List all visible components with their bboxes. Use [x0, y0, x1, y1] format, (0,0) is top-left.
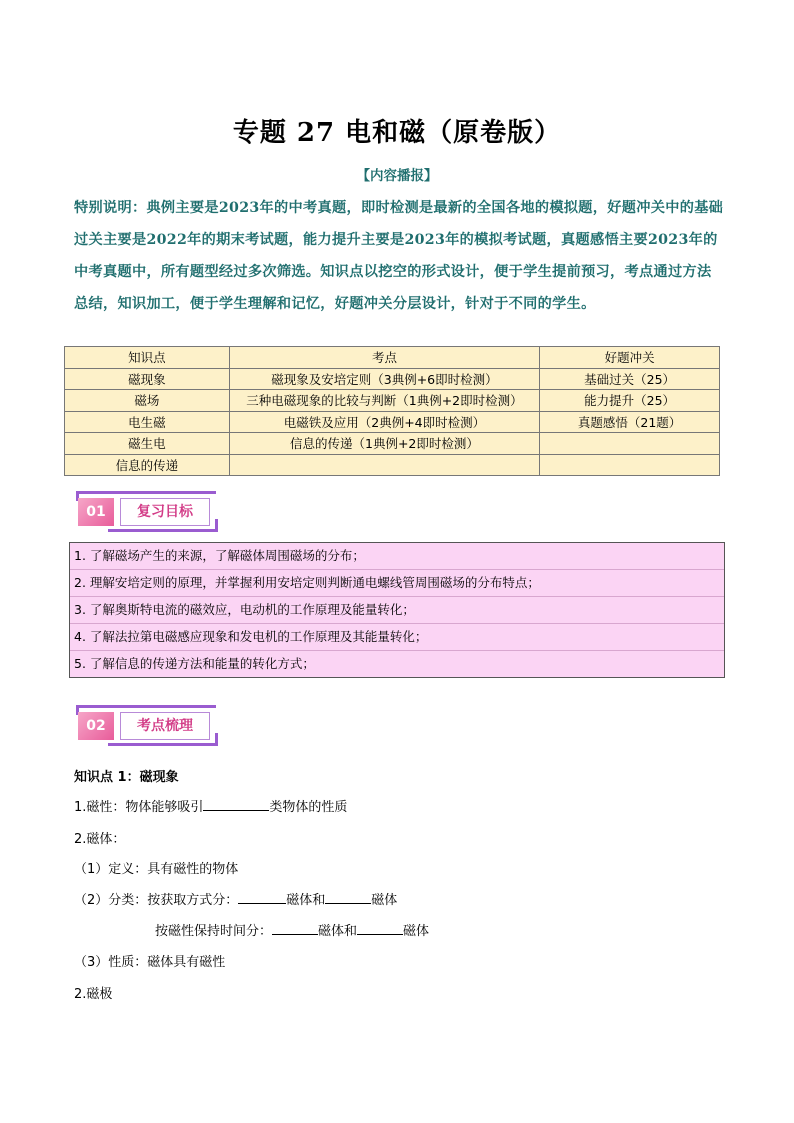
- table-row: [65, 368, 720, 390]
- table-cell: 基础过关（25）: [540, 368, 720, 390]
- table-cell: [229, 454, 539, 476]
- table-row: [65, 411, 720, 433]
- review-goals-box: [69, 542, 725, 678]
- text-segment: 磁体和: [318, 924, 358, 939]
- fill-blank: [357, 921, 403, 935]
- table-cell: [540, 433, 720, 455]
- table-cell: 能力提升（25）: [540, 390, 720, 412]
- fill-blank: [238, 890, 286, 904]
- section-badge-review-goals: [70, 491, 218, 533]
- classification-duration-line: [155, 920, 429, 939]
- overview-table: [64, 346, 720, 476]
- table-cell: 信息的传递: [65, 454, 230, 476]
- table-cell: 真题感悟（21题）: [540, 411, 720, 433]
- magnetic-pole-heading: 2.磁极: [74, 987, 113, 1002]
- table-row: [65, 433, 720, 455]
- page-title: 专题 27 电和磁（原卷版）: [232, 118, 562, 148]
- section-badge-exam-points: [70, 705, 218, 747]
- table-cell: 磁生电: [65, 433, 230, 455]
- classification-line: [74, 889, 397, 908]
- list-item: 3. 了解奥斯特电流的磁效应，电动机的工作原理及能量转化；: [70, 597, 724, 624]
- knowledge-point-heading: 知识点 1：磁现象: [74, 770, 179, 785]
- table-cell: 三种电磁现象的比较与判断（1典例+2即时检测）: [229, 390, 539, 412]
- table-cell: 电磁铁及应用（2典例+4即时检测）: [229, 411, 539, 433]
- table-header-row: [65, 347, 720, 369]
- fill-blank: [203, 797, 269, 811]
- table-cell: 电生磁: [65, 411, 230, 433]
- list-item: 2. 理解安培定则的原理，并掌握利用安培定则判断通电螺线管周围磁场的分布特点；: [70, 570, 724, 597]
- table-cell: [540, 454, 720, 476]
- magnetism-definition-line: [74, 796, 347, 815]
- table-cell: 磁现象及安培定则（3典例+6即时检测）: [229, 368, 539, 390]
- table-cell: 信息的传递（1典例+2即时检测）: [229, 433, 539, 455]
- list-item: 5. 了解信息的传递方法和能量的转化方式；: [74, 656, 315, 671]
- section-number: 02: [78, 712, 114, 740]
- section-number: 01: [78, 498, 114, 526]
- content-broadcast-subtitle: 【内容播报】: [356, 168, 438, 184]
- section-label: 考点梳理: [120, 712, 210, 740]
- text-segment: 磁体: [403, 924, 430, 939]
- text-segment: 类物体的性质: [269, 800, 348, 815]
- special-note-paragraph: 特别说明：典例主要是2023年的中考真题，即时检测是最新的全国各地的模拟题，好题冲关中的基础过关主要是2022年的期末考试题，能力提升主要是2023年的模拟考试题，真题感悟主要2023年的中考真题中，所有题型经过多次筛选。知识点以挖空的形式设计，便于学生提前预习，考点通过方法总结，知识加工，便于学生理解和记忆，好题冲关分层设计，针对于不同的学生。: [74, 200, 724, 312]
- table-cell: 磁现象: [65, 368, 230, 390]
- header-knowledge-point: 知识点: [65, 347, 230, 369]
- list-item: 4. 了解法拉第电磁感应现象和发电机的工作原理及其能量转化；: [70, 624, 724, 651]
- magnet-heading-line: 2.磁体：: [74, 832, 126, 847]
- list-item: 1. 了解磁场产生的来源，了解磁体周围磁场的分布；: [70, 543, 724, 570]
- fill-blank: [325, 890, 371, 904]
- text-segment: （2）分类：按获取方式分：: [74, 893, 239, 908]
- magnet-definition-line: （1）定义：具有磁性的物体: [74, 862, 239, 877]
- text-segment: 1.磁性：物体能够吸引: [74, 800, 204, 815]
- table-row: [65, 454, 720, 476]
- text-segment: 磁体: [371, 893, 398, 908]
- magnet-property-line: （3）性质：磁体具有磁性: [74, 955, 226, 970]
- text-segment: 按磁性保持时间分：: [155, 924, 273, 939]
- table-cell: 磁场: [65, 390, 230, 412]
- fill-blank: [272, 921, 318, 935]
- header-practice: 好题冲关: [540, 347, 720, 369]
- table-row: [65, 390, 720, 412]
- section-label: 复习目标: [120, 498, 210, 526]
- header-exam-point: 考点: [229, 347, 539, 369]
- text-segment: 磁体和: [286, 893, 326, 908]
